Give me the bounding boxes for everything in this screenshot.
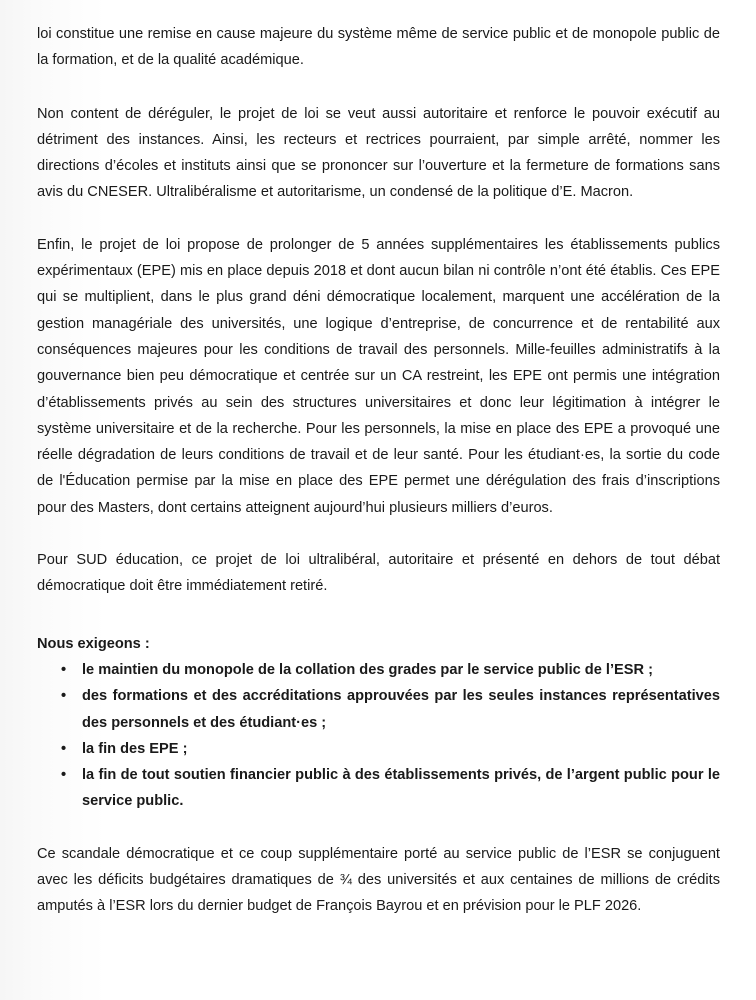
paragraph-closing: Ce scandale démocratique et ce coup supplémentaire porté au service public de l’ESR se conjuguent avec les déficits budgétaires dramatiques de ¾ des universités et aux centaines de millions de crédits amputés à l’ESR lors du dernier budget de François Bayrou et en prévision pour le PLF 2026. <box>37 845 720 915</box>
paragraph-sud-position: Pour SUD éducation, ce projet de loi ultralibéral, autoritaire et présenté en dehors de tout débat démocratique doit être immédiatement retiré. <box>37 552 720 595</box>
demand-text: le maintien du monopole de la collation des grades par le service public de l’ESR ; <box>82 661 653 678</box>
list-item <box>37 762 720 815</box>
paragraph-epe: Enfin, le projet de loi propose de prolonger de 5 années supplémentaires les établissements publics expérimentaux (EPE) mis en place depuis 2018 et dont aucun bilan ni contrôle n’ont été établis. Ces EPE qui se multiplient, dans le plus grand déni démocratique localement, marquent une accélération de la gestion managériale des universités, une logique d’entreprise, de concurrence et de rentabilité aux conséquences majeures pour les conditions de travail des personnels. Mille-feuilles administratifs à la gouvernance bien peu démocratique et centrée sur un CA restreint, les EPE ont permis une intégration d’établissements privés au sein des structures universitaires et donc leur légitimation à intégrer le système universitaire et de la recherche. Pour les personnels, la mise en place des EPE a provoqué une réelle dégradation de leurs conditions de travail et de leur santé. Pour les étudiant·es, la sortie du code de l'Éducation permise par la mise en place des EPE permet une dérégulation des frais d’inscriptions pour des Masters, dont certains atteignent aujourd’hui plusieurs milliers d’euros. <box>37 236 720 516</box>
demands-list <box>37 657 720 815</box>
bullet-icon: • <box>61 661 67 678</box>
list-item <box>37 736 720 762</box>
list-item <box>37 683 720 736</box>
bullet-icon: • <box>61 740 67 757</box>
paragraph-intro-continuation: loi constitue une remise en cause majeure du système même de service public et de monopole public de la formation, et de la qualité académique. <box>37 26 720 69</box>
bullet-icon: • <box>61 767 67 784</box>
demand-text: la fin des EPE ; <box>82 740 188 757</box>
demand-text: la fin de tout soutien financier public à des établissements privés, de l’argent public pour le service public. <box>82 767 720 810</box>
demand-text: des formations et des accréditations approuvées par les seules instances représentatives des personnels et des étudiant·es ; <box>82 688 720 731</box>
demands-heading: Nous exigeons : <box>37 635 150 652</box>
list-item <box>37 657 720 683</box>
paragraph-authoritarian: Non content de déréguler, le projet de loi se veut aussi autoritaire et renforce le pouvoir exécutif au détriment des instances. Ainsi, les recteurs et rectrices pourraient, par simple arrêté, nommer les directions d’écoles et instituts ainsi que se prononcer sur l’ouverture et la fermeture de formations sans avis du CNESER. Ultralibéralisme et autoritarisme, un condensé de la politique d’E. Macron. <box>37 105 720 201</box>
bullet-icon: • <box>61 688 67 705</box>
